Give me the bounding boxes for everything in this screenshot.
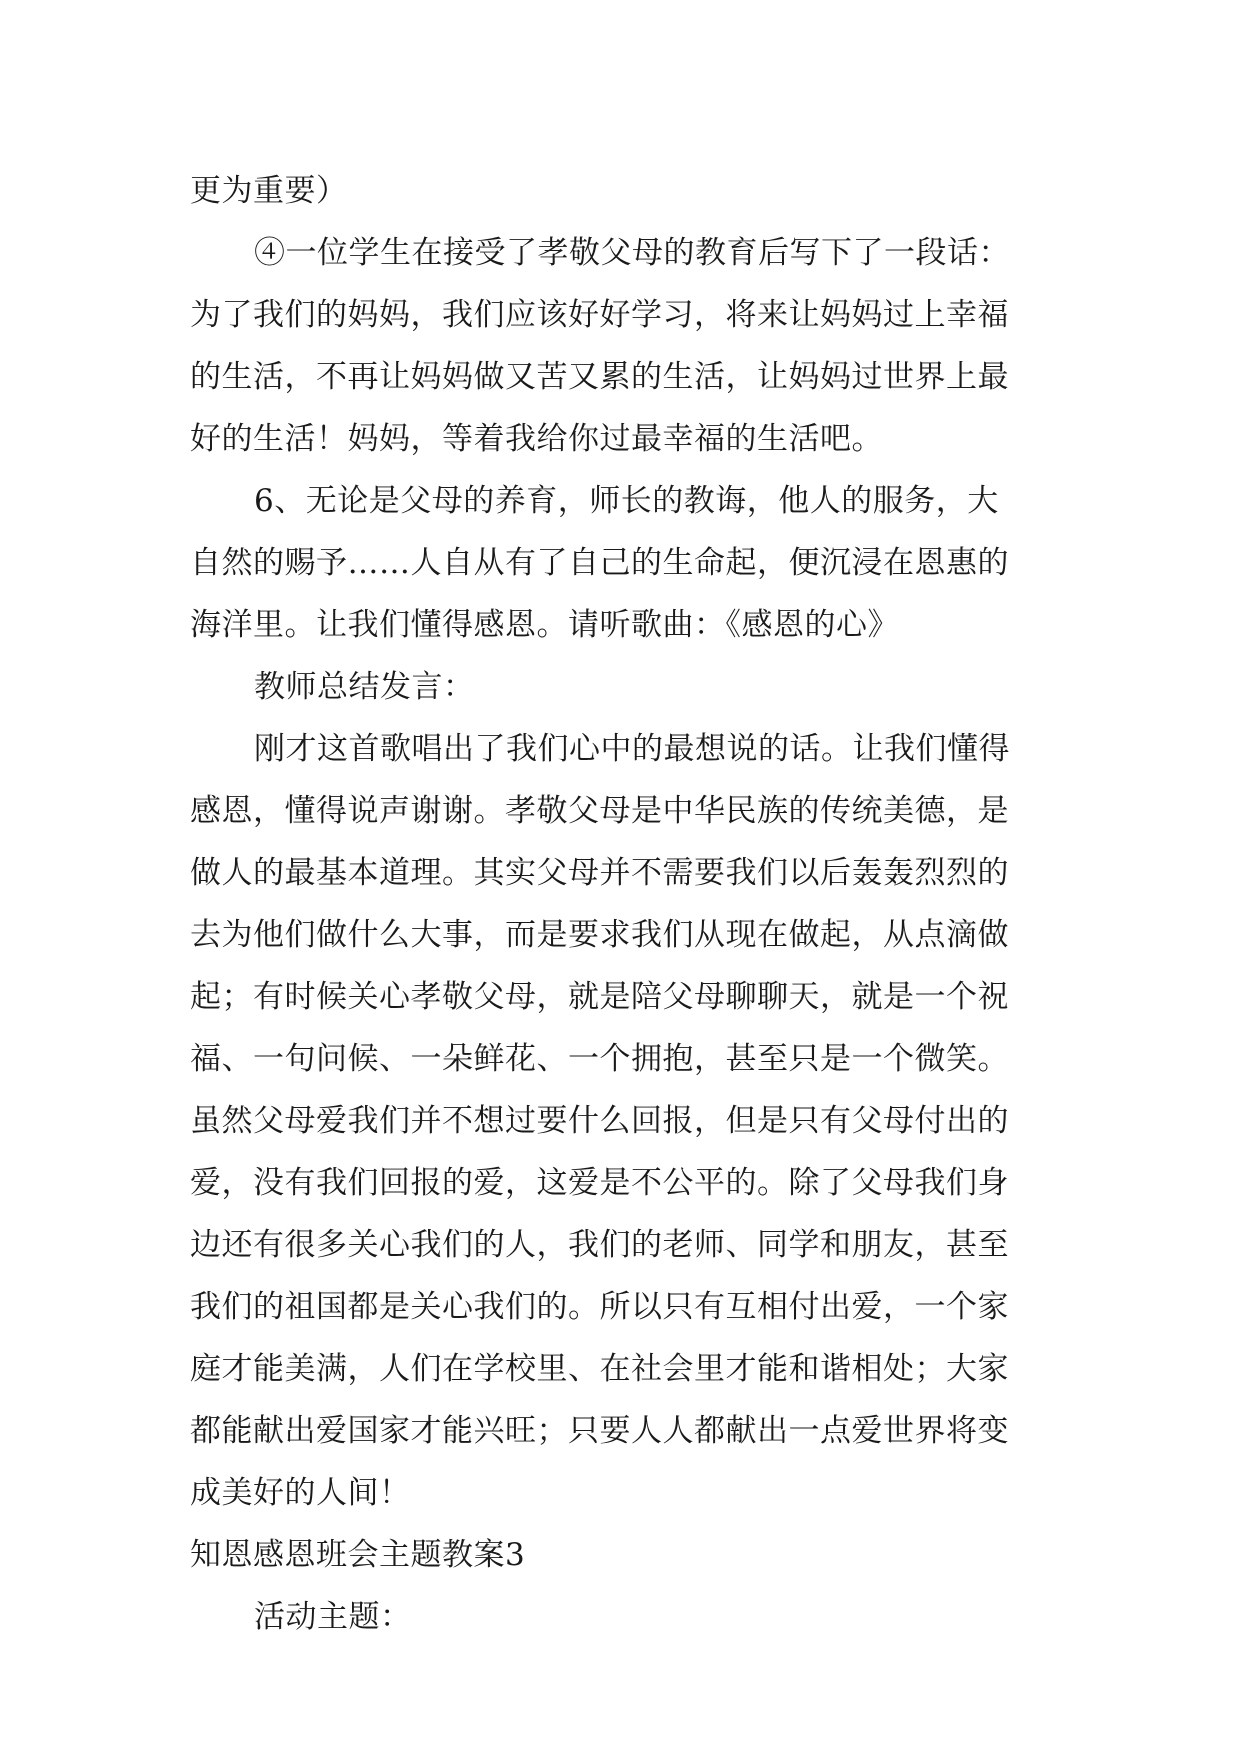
paragraph-line: 更为重要） bbox=[190, 173, 348, 209]
paragraph-line: 的生活，不再让妈妈做又苦又累的生活，让妈妈过世界上最 bbox=[190, 359, 1009, 395]
paragraph-line: 海洋里。让我们懂得感恩。请听歌曲：《感恩的心》 bbox=[190, 607, 899, 643]
document-page bbox=[190, 160, 1050, 1648]
paragraph-line: ④一位学生在接受了孝敬父母的教育后写下了一段话： bbox=[254, 235, 1010, 271]
paragraph-line: 自然的赐予……人自从有了自己的生命起，便沉浸在恩惠的 bbox=[190, 545, 1009, 581]
paragraph-line: 边还有很多关心我们的人，我们的老师、同学和朋友，甚至 bbox=[190, 1227, 1009, 1263]
activity-theme-label: 活动主题： bbox=[254, 1599, 412, 1635]
paragraph-line: 爱，没有我们回报的爱，这爱是不公平的。除了父母我们身 bbox=[190, 1165, 1009, 1201]
paragraph-line: 去为他们做什么大事，而是要求我们从现在做起，从点滴做 bbox=[190, 917, 1009, 953]
paragraph-line: 成美好的人间！ bbox=[190, 1475, 411, 1511]
paragraph-line: 我们的祖国都是关心我们的。所以只有互相付出爱，一个家 bbox=[190, 1289, 1009, 1325]
paragraph-line: 福、一句问候、一朵鲜花、一个拥抱，甚至只是一个微笑。 bbox=[190, 1041, 1009, 1077]
paragraph-line: 刚才这首歌唱出了我们心中的最想说的话。让我们懂得 bbox=[254, 731, 1010, 767]
paragraph-line: 好的生活！妈妈，等着我给你过最幸福的生活吧。 bbox=[190, 421, 883, 457]
paragraph-line: 虽然父母爱我们并不想过要什么回报，但是只有父母付出的 bbox=[190, 1103, 1009, 1139]
paragraph-line: 起；有时候关心孝敬父母，就是陪父母聊聊天，就是一个祝 bbox=[190, 979, 1009, 1015]
paragraph-line: 感恩，懂得说声谢谢。孝敬父母是中华民族的传统美德，是 bbox=[190, 793, 1009, 829]
paragraph-line: 6、无论是父母的养育，师长的教诲，他人的服务，大 bbox=[254, 483, 999, 519]
paragraph-line: 庭才能美满，人们在学校里、在社会里才能和谐相处；大家 bbox=[190, 1351, 1009, 1387]
paragraph-line: 做人的最基本道理。其实父母并不需要我们以后轰轰烈烈的 bbox=[190, 855, 1009, 891]
paragraph-line: 都能献出爱国家才能兴旺；只要人人都献出一点爱世界将变 bbox=[190, 1413, 1009, 1449]
paragraph-line: 为了我们的妈妈，我们应该好好学习，将来让妈妈过上幸福 bbox=[190, 297, 1009, 333]
section-heading: 知恩感恩班会主题教案3 bbox=[190, 1537, 526, 1573]
paragraph-line: 教师总结发言： bbox=[254, 669, 475, 705]
